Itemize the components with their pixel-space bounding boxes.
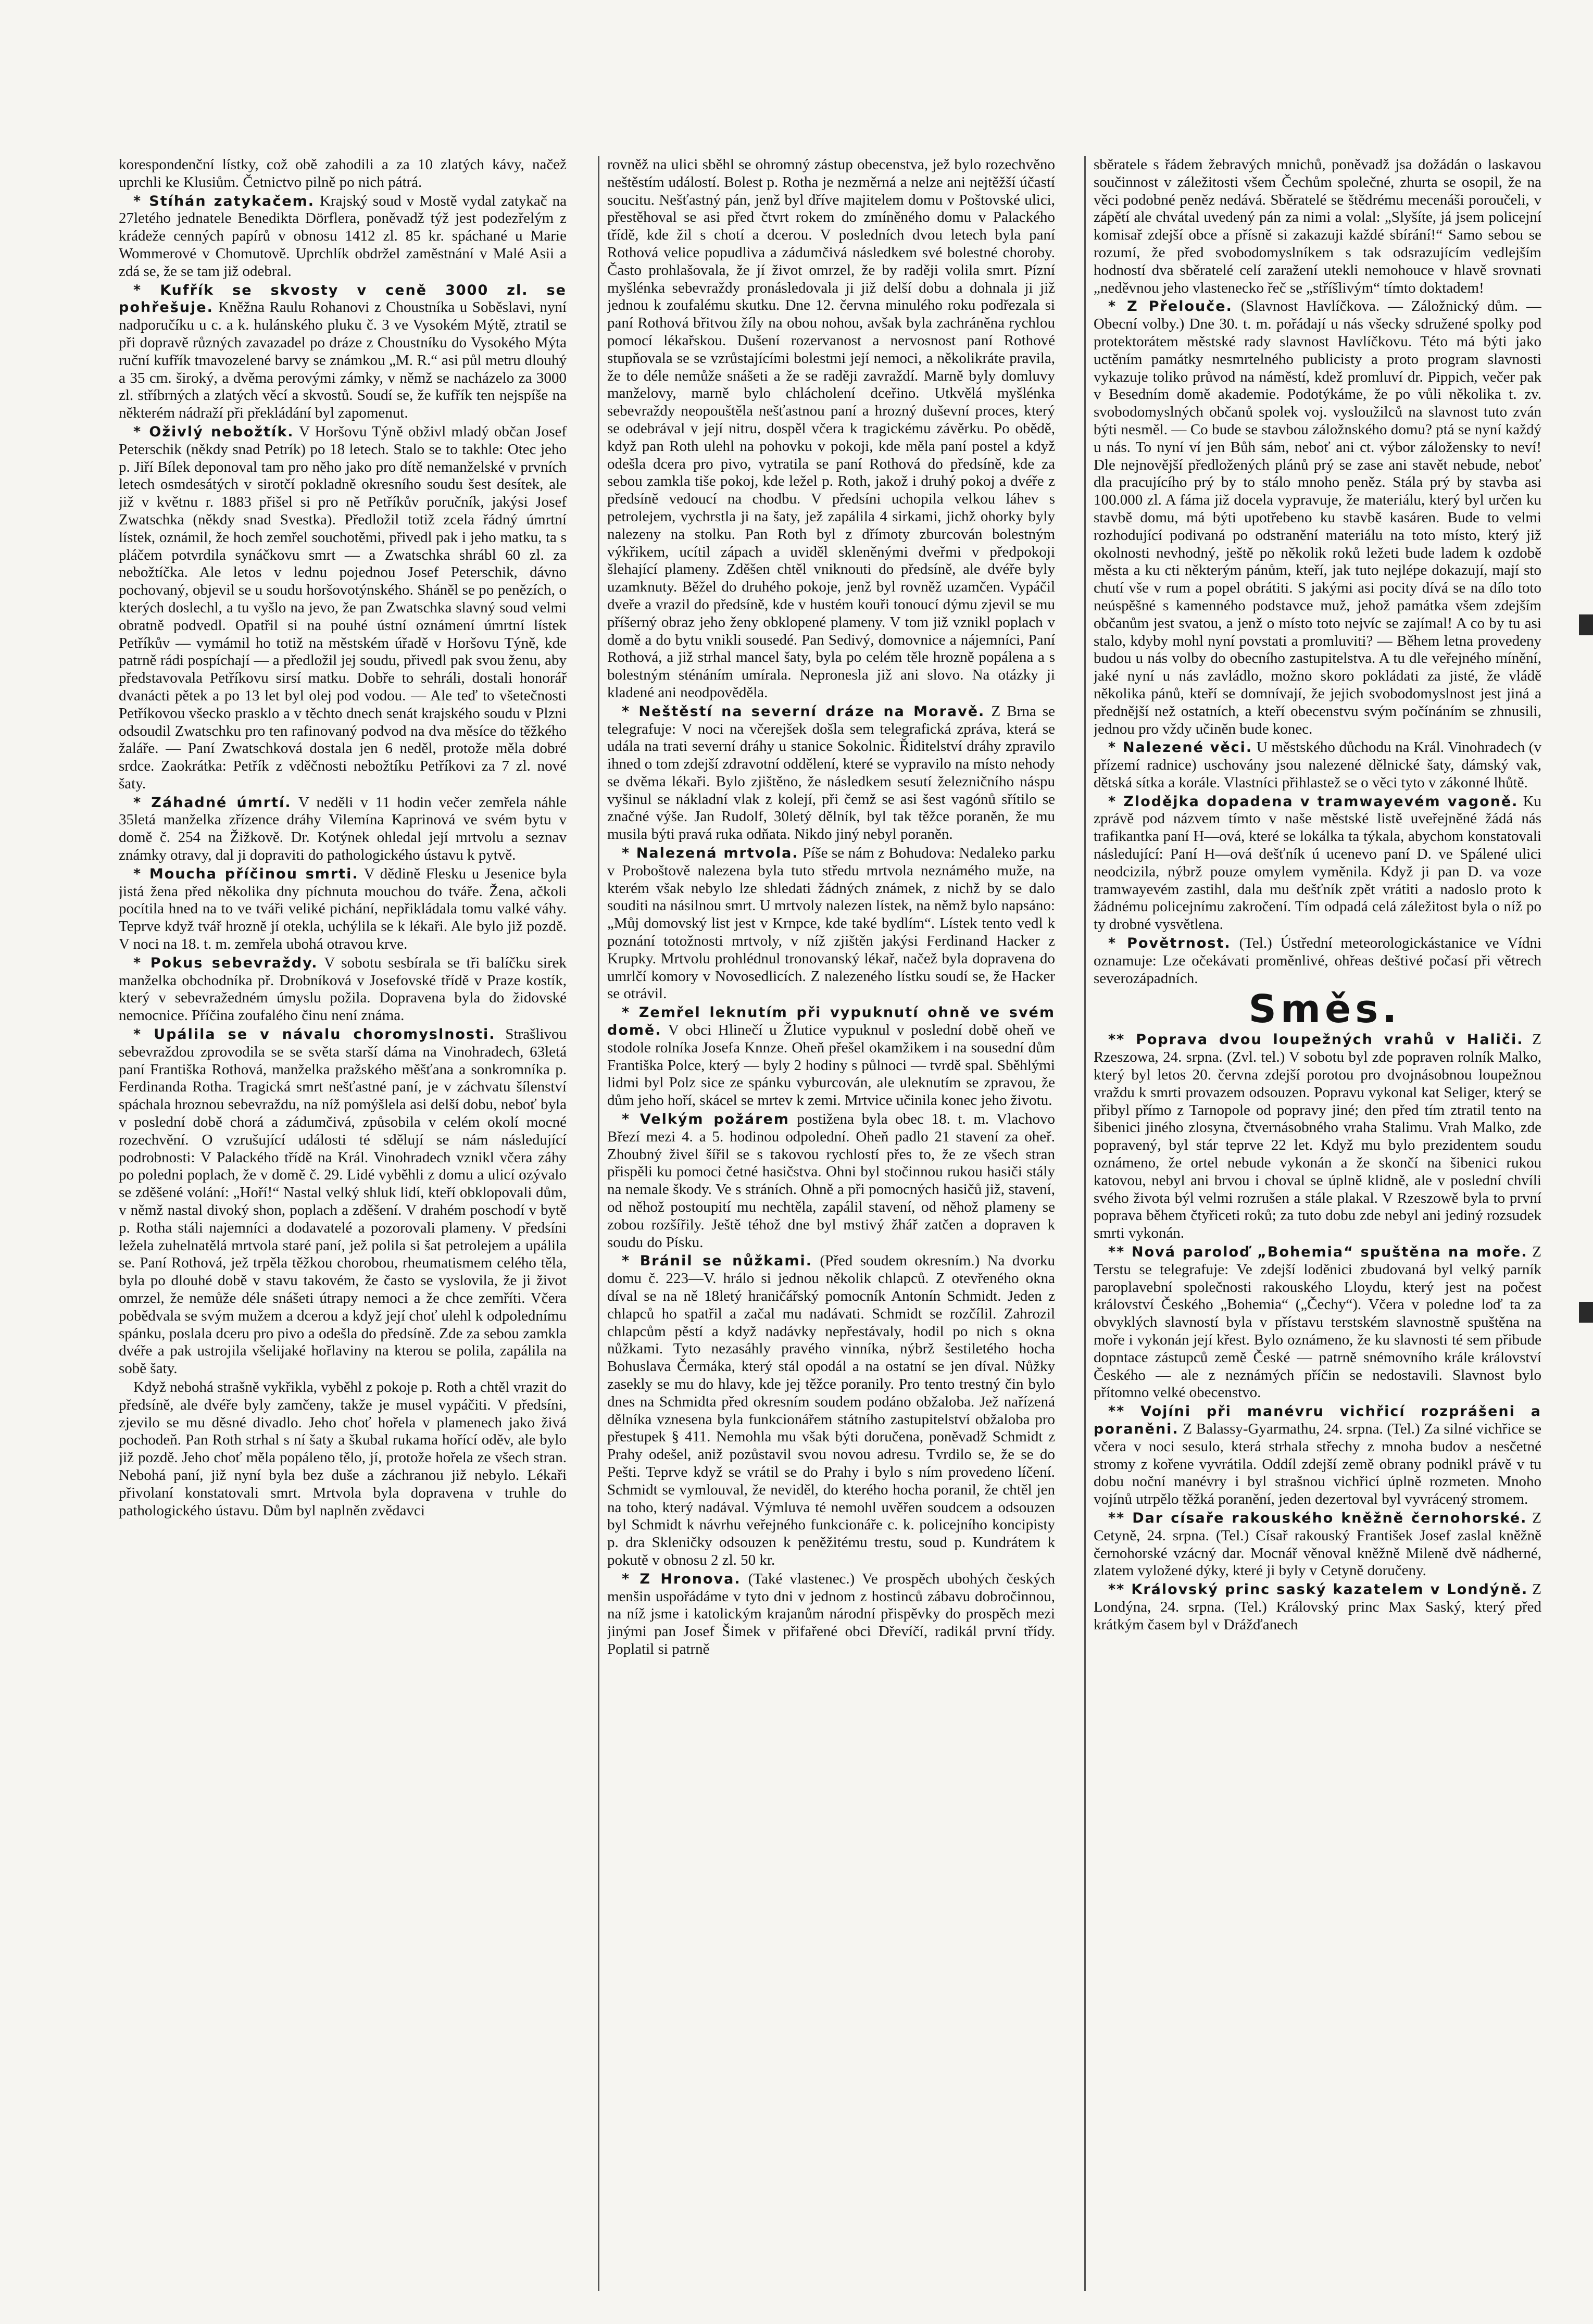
article-heading: * Upálila se v návalu choromyslnosti. [133, 1026, 496, 1043]
article-text: Kněžna Raulu Rohanovi z Choustníka u Soběslavi, nyní nadporučíku u c. a k. hulánského pluku č. 3 ve Vysokém Mýtě, ztratil se při dopravě různých zavazadel po dráze z Choustníku do Vysokého Mýta ruční kufřík tmavozelené barvy se známkou „M. R.“ asi půl metru dlouhý a 35 cm. široký, a dvěma perovými zámky, v němž se nacházelo za 3000 zl. stříbrných a zlatých věcí a skvostů. Soudí se, že kufřík ten nejspíše na některém nádraží při překládání byl zapomenut. [119, 299, 567, 422]
article-text: Z Londýna, 24. srpna. (Tel.) Královský princ Max Saský, který před krátkým časem byl v Drážďanech [1094, 1581, 1541, 1633]
article-heading: * Oživlý nebožtík. [133, 423, 294, 440]
article-text: sběratele s řádem žebravých mnichů, poněvadž jsa dožádán o laskavou součinnost v záležitosti všem Čechům společné, zhurta se osopil, že na věci podobné peněz nedává. Sběratelé se štědrému mecenáši poroučeli, v zápětí ale chvátal uvedený pán za nimi a volal: „Slyšíte, já jsem policejní komisař zdejší obce a přísně si zakazuji každé sbírání!“ Samo sebou se rozumí, že před svobodomyslníkem s tak odsrazujícím vedlejším hodností dva sběratelé celí zaražení utekli nemohouce v hlavě srovnati „neděvnou jeho vlastenecko řeč se „stříšlivým“ tímto doktadem! [1094, 156, 1541, 296]
article-heading: * Z Hronova. [622, 1571, 741, 1587]
article-text: (Také vlastenec.) Ve prospěch ubohých českých menšin uspořádáme v tyto dni v jednom z hostinců zábavu dobročinnou, na níž jsme i katolickým krajanům národní přispěvky do prospěch mezi jinými pan Josef Šimek v přifařené obci Dřevíčí, radikál první třídy. Poplatil si patrně [607, 1570, 1055, 1657]
article-heading: * Velkým požárem [622, 1111, 789, 1128]
article-heading: * Neštěstí na severní dráze na Moravě. [622, 703, 985, 720]
column-divider [1084, 156, 1086, 2291]
news-item [1094, 935, 1541, 987]
article-heading: ** Dar císaře rakouského kněžně černohorské. [1108, 1510, 1527, 1526]
article-heading: ** Královský princ saský kazatelem v Londýně. [1108, 1581, 1528, 1598]
news-item [1094, 739, 1541, 792]
article-text: Ku zprávě pod názvem tímto v naše městské listě uveřejněné žádá nás trafikantka paní H—ová, které se lokálka ta týkala, abychom konstatovali následující: Paní H—ová dešťník ú ucenevo paní D. ve Spálené ulici neodcizila, nýbrž pouze omylem vyměnila. Když ji pan D. va voze tramwayevém zastihl, dala mu dešťník zpět vrátiti a nadoslo proto k žádnému policejnímu zakročení. Tím odpadá celá záležitost byla o níž po ty drobné vysvětlena. [1094, 793, 1541, 933]
news-item [607, 1004, 1055, 1110]
news-item [1094, 1403, 1541, 1509]
text-column-middle [607, 156, 1055, 2291]
text-column-left [119, 156, 567, 2291]
article-text: Z Cetyně, 24. srpna. (Tel.) Císař rakouský František Josef zaslal kněžně černohorské vzácný dar. Mocnář věnoval kněžně Mileně dvě nádherné, zlatem vyložené dýky, které ji byly v Cetyně doručeny. [1094, 1509, 1541, 1579]
page-edge-mark [1579, 1302, 1593, 1323]
article-text: V neděli v 11 hodin večer zemřela náhle 35letá manželka zřízence dráhy Vilemína Kaprinová ve svém bytu v domě č. 254 na Žižkově. Dr. Kotýnek ohledal její mrtvolu a seznav známky otravy, dal ji dopraviti do pathologického ústavu k pytvě. [119, 794, 567, 864]
text-column-right [1094, 156, 1541, 2291]
article-text: postižena byla obec 18. t. m. Vlachovo Březí mezi 4. a 5. hodinou odpolední. Oheň padlo 21 stavení za oheř. Zhoubný živel šířil se s takovou rychlostí přes to, že ze všech stran přispěli ku pomoci četné hasičstva. Ohni byl stočinnou rukou hasiči stály na nemale škody. Ve s stráních. Ohně a při pomocných hasičů již, stavení, od něhož postoupití mu nechtěla, zapálil stavení, od něhož plameny se zobou rozšířily. Ještě téhož dne byl mstivý žhář zatčen a dopraven k soudu do Písku. [607, 1111, 1055, 1251]
article-text: (Před soudem okresním.) Na dvorku domu č. 223—V. hrálo si jednou několik chlapců. Z otevřeného okna díval se na ně 18letý hraničářský pomocník Antonín Schmidt. Jeden z chlapců ho spatřil a začal mu nadávati. Schmidt se rozčílil. Zahrozil chlapcům pěstí a když nadávky nepřestávaly, hodil po nich s okna nůžkami. Tyto nezasáhly pravého vinníka, nýbrž šestiletého hocha Bohuslava Čermáka, který stál opodál a na ostatní se jen díval. Nůžky zasekly se mu do hlavy, kde jej těžce poranily. Pro tento trestný čin bylo dnes na Schmidta před okresním soudem podáno obžaloba. Jež nařízená dělníka vznesena byla funkcionářem státního zastupitelství obžaloba pro přestupek § 411. Nemohla mu však býti doručena, poněvadž Schmidt z Prahy odešel, aniž pozůstavil svou novou adresu. Tvrdilo se, že se do Pešti. Teprve když se vrátil se do Prahy i bylo s ním provedeno líčení. Schmidt se vymlouval, že neviděl, do kterého hocha poranil, že chtěl jen na toho, který nadával. Výmluva té nemohl uvěřen soudcem a odsouzen byl Schmidt k návrhu veřejného funkcionáře c. k. policejního koncipisty p. dra Skleničky odsouzen k peněžitému trestu, soud p. Kundrátem k pokutě v obnosu 2 zl. 50 kr. [607, 1252, 1055, 1568]
article-heading: * Nalezené věci. [1108, 739, 1253, 756]
article-heading: * Bránil se nůžkami. [622, 1253, 813, 1270]
article-text: U městského důchodu na Král. Vinohradech (v přízemí radnice) uschovány jsou nalezené dělnické šaty, dámský vak, dětská sítka a korále. Vlastníci přihlastež se o věci tyto v zákonné lhůtě. [1094, 739, 1541, 791]
article-text: Z Balassy-Gyarmathu, 24. srpna. (Tel.) Za silné vichřice se včera v noci sesulo, která strhala střechy z mnoha budov a nesčetné stromy z kořene vyvrátila. Oddíl zdejší země obrany podnikl právě v tu dobu noční manévry i byl strašnou vichřicí úplně rozmeten. Mnoho vojínů utrpělo těžká poranění, jeden dezertoval byl vyvrácený stromem. [1094, 1420, 1541, 1508]
article-text: Strašlivou sebevraždou zprovodila se se světa starší dáma na Vinohradech, 63letá paní Františka Rothová, manželka pražského měšťana a sonkromníka p. Ferdinanda Rotha. Tragická smrt nešťastné paní, je v záchvatu šílenství spáchala hroznou sebevraždu, na níž pomýšlela asi delší dobu, neboť byla v poslední době chorá a zádumčivá, způsobila v celém okolí mocné rozechvění. O vzrušující události té sdělují se nám následující podrobnosti: V Palackého třídě na Král. Vinohradech vznikl včera záhy po poledni poplach, že v domě č. 29. Lidé vyběhli z domu a ulicí ozývalo se zděšené volání: „Hoří!“ Nastal velký shluk lidí, kteří obklopovali dům, v němž nastal divoký shon, poplach a zděšení. V drahém poschodí v bytě p. Rotha stáli najemníci a dodavatelé a pozorovali plameny. V předsíni ležela zuhelnatělá mrtvola staré paní, jež polila si šat petrolejem a upálila se. Paní Rothová, jež trpěla těžkou chorobou, rheumatismem celého těla, byla po dlouhé době v stavu takovém, že často se vyslovila, že ji život omrzel, že nemůže déle snášeti útrapy nemoci a že chce zemříti. Včera pobědvala se svým mužem a dcerou a když její choť ulehl k odpolednímu spánku, poslala dceru pro pivo a odešla do předsíně. Zde za sebou zamkla dvéře a pak ustrojila všelijaké hořlaviny na kterou se polila, zapálila na sobě šaty. [119, 1026, 567, 1377]
news-item [607, 1111, 1055, 1251]
page-edge-mark [1579, 614, 1593, 635]
article-text: (Tel.) Ústřední meteorologickástanice ve Vídni oznamuje: Lze očekávati proměnlivé, ohřeas deštivé počasí při větrech severozápadních. [1094, 935, 1541, 987]
article-heading: * Moucha příčinou smrti. [133, 865, 359, 882]
news-item [119, 794, 567, 864]
article-heading: * Povětrnost. [1108, 935, 1231, 952]
news-item [607, 845, 1055, 1003]
article-text: rovněž na ulici sběhl se ohromný zástup obecenstva, jež bylo rozechvěno neštěstím událostí. Bolest p. Rotha je nezměrná a nelze ani nejtěžší účastí soucitu. Nešťastný pán, jenž byl dříve majitelem domu v Poštovské ulici, přestěhoval se asi před čtvrt rokem do zmíněného domu v Palackého třídě, kde žil s chotí a dcerou. V posledních dvou letech byla paní Rothová velice popudliva a zádumčivá následkem své bolestné choroby. Často prohlašovala, že jí život omrzel, že by raději volila smrt. Pízní myšlénka sebevraždy pronásledovala ji již delší dobu a dohnala ji již jednou k zoufalému skutku. Dne 12. června minulého roku podřezala si paní Rothová břitvou žíly na obou nohou, avšak byla zachráněna rychlou pomocí lékařskou. Dušení rozervanost a nervosnost paní Rothové stupňovala se se vzrůstajícími bolestmi její nemoci, a několikráte pravila, že to déle nemůže snášeti a že se raději zavraždí. Marně byly domluvy manželovy, marně bylo chlácholení dceřino. Utkvělá myšlénka sebevraždy neopouštěla nešťastnou paní a hrozný duševní proces, který se odebrával v její nitru, dospěl včera k tragickému závěrku. Po obědě, když pan Roth ulehl na pohovku v pokoji, kde měla paní postel a když odešla dcera pro pivo, vytratila se paní Rothová do předsíně, kde za sebou zamkla tiše pokoj, kde ležel p. Roth, jakož i druhý pokoj a dvéře z předsíně vedoucí na chodbu. V předsíni uchopila velkou láhev s petrolejem, vychrstla ji na šaty, jež zapálila 4 sirkami, jichž ohorky byly nalezeny na stolku. Pan Roth byl z dřímoty zburcován bolestným výkřikem, ucítil zápach a uviděl skleněnými dveřmi v předpokoji šlehající plameny. Zděšen chtěl vniknouti do předsíně, ale dvéře byly uzamknuty. Běžel do druhého pokoje, jenž byl rovněž uzamčen. Vypáčil dveře a vrazil do předsíně, kde v hustém kouři tonoucí dýmu zjevil se mu příšerný obraz jeho ženy obklopené plameny. V tom již vznikl poplach v domě a do bytu vnikli sousedé. Pan Sedivý, domovnice a nájemníci, Paní Rothová, a již strhal mancel šaty, byla po celém těle hrozně popálena a s bolestným sténáním umírala. Nepronesla již ani slovo. Na otázky ji kladené ani neodpověděla. [607, 156, 1055, 701]
article-heading: * Pokus sebevraždy. [133, 954, 318, 971]
article-text: (Slavnost Havlíčkova. — Záložnický dům. — Obecní volby.) Dne 30. t. m. pořádají u nás všecky sdružené spolky pod protektorátem městské rady slavnost Havlíčkovu. Této má býti jako uctěním památky nesmrtelného publicisty a proto program slavnosti vykazuje toliko průvod na náměstí, kdež promluví dr. Pippich, večer pak v Besedním domě akademie. Podotýkáme, že po vůli několika t. zv. svobodomyslných občanů spolek voj. vysloužilců na slavnost tuto zván býti nesměl. — Co bude se stavbou záložnského domu? ptá se nyní každý u nás. To nyní ví jen Bůh sám, neboť ani ct. výbor záložensky to neví! Dle nejnovější předložených plánů prý se zase ani stavět nebude, neboť dla pracujícího prý by to stálo mnoho peněz. Stála prý by stavba asi 100.000 zl. A fáma již docela vypravuje, že materiálu, který byl určen ku stavbě domu, má býti upotřebeno ku stavbě kasáren. Bude to velmi rozhodující podivaná po odstranění materiálu na toto místo, který již okolnosti nevhodný, ještě po několik roků ležeti bude ladem k ozdobě města a ku cti některým pánům, kteří, jak tuto nejlépe dokazují, mají sto chutí vše v rum a popel obrátiti. S jakými asi pocity dívá se na dílo toto neúspěšné s kamenného podstavce muž, jehož památka všem zdejším občanům jest svatou, a jenž o místo toto nejvíc se zajímal! A co by tu asi stalo, kdyby mohl nyní povstati a promluviti? — Během letna provedeny budou u nás volby do obecního zastupitelstva. A tu dle veřejného mínění, jaké nyní u nás zavládlo, možno skoro pokládati za jisté, že vládě několika pánů, kteří se domnívají, že jejich svobodomyslnost jest jiná a přednější než ostatních, a kteří obecenstvu svým počínáním se zhnusili, jednou pro vždy učiněn bude konec. [1094, 298, 1541, 737]
news-item [1094, 298, 1541, 738]
article-heading: * Stíhán zatykačem. [133, 193, 315, 209]
article-heading: * Zlodějka dopadena v tramwayevém vagoně. [1108, 793, 1519, 810]
news-item [607, 1252, 1055, 1569]
news-item [1094, 1031, 1541, 1242]
article-text: Krajský soud v Mostě vydal zatykač na 27letého jednatele Benedikta Dörflera, poněvadž týž jest podezřelým z krádeže cenných papírů v obnosu 1412 zl. 85 kr. spáchané u Marie Wommerové v Chomutově. Uprchlík obdržel zaměstnání v Malé Asii a zdá se, že se tam již odebral. [119, 192, 567, 280]
article-text: V Horšovu Týně obživl mladý občan Josef Peterschik (někdy snad Petrík) po 18 letech. Stalo se to takhle: Otec jeho p. Jiří Bílek deponoval tam pro něho jako pro dítě nemanželské v prvních letech osmdesátých v sirotčí pokladně okresního soudu šest desítek, ale již v květnu r. 1883 přišel si pro ně Petříkův poručník, jakýsi Josef Zwatschka (někdy snad Svestka). Předložil totiž zcela řádný úmrtní lístek, oznámil, že hoch zemřel souchotěmi, přivedl pak i jeho matku, ta s pláčem potvrdila synáčkovu smrt — a Zwatschka shrábl 60 zl. za nebožtíčka. Ale letos v lednu pojednou Josef Peterschik, dávno pochovaný, objevil se u soudu horšovotýnského. Sháněl se po penězích, o kterých doslechl, a tu vyšlo na jevo, že pan Zwatschka slavný soud velmi obratně podvedl. Opatřil si na pouhé ústní oznámení úmrtní lístek Petříkův — vymámil ho totiž na městském úřadě v Horšovu Týně, kde patrně rádi pospíchají — a předložil jej soudu, přivedl pak svou ženu, aby představovala Petříkovu sirsí matku. Dobře to sehráli, dostali honorář dvanácti pětek a po 13 let byl olej pod vodou. — Ale teď to všetečnosti Petříkovou všecko prasklo a v těchto dnech senát krajského soudu v Plzni odsoudil Zwatschku pro ten rafinovaný podvod na dva měsíce do těžkého žaláře. — Paní Zwatschková dostala jen 6 neděl, protože měla dobré srdce. Zaokrátka: Petřík z vděčnosti nebožtíku Petříkovi za 7 zl. nové šaty. [119, 423, 567, 792]
article-text: Z Terstu se telegrafuje: Ve zdejší loděnici zbudovaná byl velký parník paroplavební společnosti rakouského Lloydu, který jest na počest království Českého „Bohemia“ („Čechy“). Včera v poledne loď ta za obvyklých slavností byla v přístavu terstském slavnostně spuštěna na moře i vykonán její křest. Bylo oznámeno, že ku slavnosti té sem přibude dopntace zástupců země České — patrně snémovního krále království Českého — ale z neznámých příčin se nedostavili. Slavnost bylo přítomno velké obecenstvo. [1094, 1243, 1541, 1401]
article-heading: ** Poprava dvou loupežných vrahů v Haliči. [1108, 1032, 1524, 1048]
article-text: Z Rzeszowa, 24. srpna. (Zvl. tel.) V sobotu byl zde popraven rolník Malko, který byl letos 20. června zdejší porotou pro dvojnásobnou loupežnou vraždu k smrti provazem odsouzen. Popravu vykonal kat Seliger, který se přibyl přímo z Tarnopole od popravy jiné; den před tím ztratil tento na šibenici jiného zlosyna, čtvernásobného vraha Stalimu. Vrah Malko, zde popravený, byl stár teprve 22 let. Když mu bylo prezidentem soudu oznámeno, že ortel nebude vykonán a že skončí na šibenici rukou katovou, nebyl ani brvou i choval se úplně klidně, ale v poslední chvíli svého života býl velmi rozrušen a stále plakal. V Rzeszowě byla to první poprava během čtyřiceti roků; za tuto dobu zde nebyl ani jediný rozsudek smrti vykonán. [1094, 1031, 1541, 1242]
article-heading: * Z Přelouče. [1108, 298, 1233, 315]
article-heading: * Záhadné úmrtí. [133, 794, 292, 811]
news-item [119, 193, 567, 281]
article-heading: ** Nová paroloď „Bohemia“ spuštěna na moře. [1108, 1244, 1528, 1261]
news-item [119, 282, 567, 422]
news-item [119, 423, 567, 793]
news-item [607, 1571, 1055, 1659]
news-item [1094, 1243, 1541, 1402]
article-heading: ** Vojíni při manévru vichřicí rozprášeni a poraněni. [1094, 1403, 1541, 1437]
article-text: Píše se nám z Bohudova: Nedaleko parku v Proboštově nalezena byla tuto středu mrtvola neznámého muže, na kterém však nebylo lze shledati žádných známek, z nichž by se dalo souditi na násilnou smrt. U mrtvoly nalezen lístek, na němž bylo napsáno: „Můj domovský list jest v Krnpce, kde také bydlím“. Lístek tento vedl k poznání totožnosti mrtvoly, v níž zjištěn jakýsi Ferdinand Hacker z Krupky. Mrtvolu prohlédnul tronovanský lékař, načež byla dopravena do umrlčí komory v Novosedlicích. Z nalezeného lístku soudí se, že Hacker se otrávil. [607, 845, 1055, 1002]
news-item [119, 1026, 567, 1378]
news-item [607, 703, 1055, 844]
article-text: Když nebohá strašně vykřikla, vyběhl z pokoje p. Roth a chtěl vrazit do předsíně, ale dvéře byly zamčeny, takže je musel vypáčiti. V předsíni, zjevilo se mu děsné divadlo. Jeho choť hořela v plamenech jako živá pochodeň. Pan Roth strhal s ní šaty a škubal rukama hořící oděv, ale bylo již pozdě. Jeho choť měla popáleno tělo, jí, protože hořela ze všech stran. Nebohá paní, již nyní byla bez duše a záchranou již nebylo. Lékaři přivolaní konstatovali smrt. Mrtvola byla dopravena v truhle do pathologického ústavu. Dům byl naplněn zvědavci [119, 1378, 567, 1519]
article-heading: * Zemřel leknutím při vypuknutí ohně ve svém domě. [607, 1004, 1055, 1039]
article-heading: * Kufřík se skvosty v ceně 3000 zl. se pohřešuje. [119, 282, 567, 316]
news-item [1094, 793, 1541, 934]
news-item [119, 865, 567, 953]
article-text: V obci Hlinečí u Žlutice vypuknul v poslední době oheň ve stodole rolníka Josefa Knnze. Oheň přešel okamžikem i na sousední dům Františka Polce, který — byly 2 hodiny s půlnoci — tvrdě spal. Sběhlými lidmi byl Polz sice ze spánku vyburcován, ale uleknutím se zpravou, že dům jeho hoří, skácel se mrtev k zemi. Mrtvice učinila konec jeho životu. [607, 1022, 1055, 1109]
section-title-smes: Směs. [1248, 987, 1401, 1032]
news-item [1094, 1581, 1541, 1634]
news-item [119, 954, 567, 1025]
article-heading: * Nalezená mrtvola. [622, 845, 799, 862]
article-text: V sobotu sesbírala se tři balíčku sirek manželka obchodníka př. Drobníková v Josefovské třídě v Praze kostík, který v sebevražedném úmyslu požila. Dopravena byla do židovské nemocnice. Příčina zoufalého činu není známa. [119, 954, 567, 1024]
article-text: V dědině Flesku u Jesenice byla jistá žena před několika dny píchnuta mouchou do tváře. Žena, ačkoli pocítila hned na to ve tváři veliké pichání, nepřikládala tomu valké váhy. Teprve když tvář hrozně jí otekla, uchýlila se k lékaři. Ale bylo již pozdě. V noci na 18. t. m. zemřela ubohá otravou krve. [119, 865, 567, 953]
news-item [1094, 1510, 1541, 1580]
article-text: korespondenční lístky, což obě zahodili a za 10 zlatých kávy, načež uprchli ke Klusiům. Četnictvo pilně po nich pátrá. [119, 156, 567, 191]
column-divider [598, 156, 599, 2291]
article-text: Z Brna se telegrafuje: V noci na včerejšek došla sem telegrafická zpráva, která se udála na trati severní dráhy u stanice Sokolnic. Řiditelství dráhy zpravilo ihned o tom zdejší zdravotní oddělení, které se vypravilo na místo nehody se dvěma lékaři. Bylo zjištěno, že následkem sesutí železničního náspu vyšinul se nákladní vlak z kolejí, při čemž se asi šest vagónů sřítilo se značné výše. Jan Rudolf, 30letý dělník, byl tak těžce poraněn, že mu musila býti pravá ruka odňata. Nikdo jiný nebyl poraněn. [607, 702, 1055, 843]
